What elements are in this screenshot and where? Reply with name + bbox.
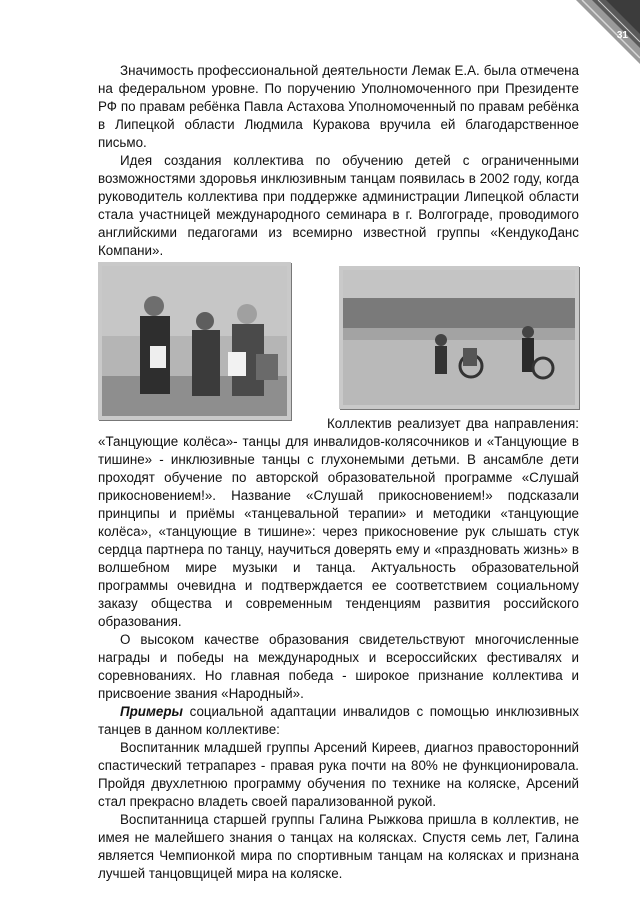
- paragraph: Идея создания коллектива по обучению детей с ограниченными возможностями здоровья инклюзивным танцам появилась в 2002 году, когда руководитель коллектива при поддержке администрации Липецкой области стала участницей международного семинара в г. Волгограде, проводимого английскими педагогами из всемирно известной группы «КендукоДанс Компани».: [98, 153, 579, 258]
- paragraph: Воспитанник младшей группы Арсений Киреев, диагноз правосторонний спастический тетрапарез - правая рука почти на 80% не функционировала. Пройдя двухлетнюю программу обучения по технике на коляске, Арсений стал прекрасно владеть своей парализованной рукой.: [98, 740, 579, 809]
- paragraph: Воспитанница старшей группы Галина Рыжкова пришла в коллектив, не имея не малейшего знания о танцах на колясках. Спустя семь лет, Галина является Чемпионкой мира по спортивным танцам на колясках и признана лучшей танцовщицей мира на коляске.: [98, 812, 579, 881]
- emphasis-examples: Примеры: [120, 704, 183, 719]
- dance-performance-photo: [339, 266, 579, 409]
- page-number: 31: [616, 30, 628, 41]
- paragraph-rest: социальной адаптации инвалидов с помощью инклюзивных танцев в данном коллективе:: [98, 704, 579, 737]
- paragraph: О высоком качестве образования свидетельствуют многочисленные награды и победы на международных и всероссийских фестивалях и соревнованиях. Но главная победа - широкое признание коллектива и присвоение звания «Народный».: [98, 632, 579, 701]
- paragraph: Коллектив реализует два направления: «Танцующие колёса»- танцы для инвалидов-колясочников и «Танцующие в тишине» - инклюзивные танцы с глухонемыми детьми. В ансамбле дети проходят обучение по авторской образовательной программе «Слушай прикосновением!». Название «Слушай прикосновением!» подсказали принципы и приёмы «танцевальной терапии» и методики «танцующие колёса», «танцующие в тишине»: через прикосновение рук слышать стук сердца партнера по танцу, научиться доверять ему и «праздновать жизнь» в волшебном мире музыки и танца. Актуальность образовательной программы очевидна и подтверждается ее соответствием социальному заказу общества и современным тенденциям развития российского образования.: [98, 416, 579, 629]
- paragraph: Значимость профессиональной деятельности Лемак Е.А. была отмечена на федеральном уровне. По поручению Уполномоченного при Президенте РФ по правам ребёнка Павла Астахова Уполномоченный по правам ребёнка в Липецкой области Людмила Куракова вручила ей благодарственное письмо.: [98, 63, 579, 150]
- article-body: [98, 62, 579, 883]
- paragraph: [98, 703, 579, 739]
- award-ceremony-photo: [98, 262, 291, 420]
